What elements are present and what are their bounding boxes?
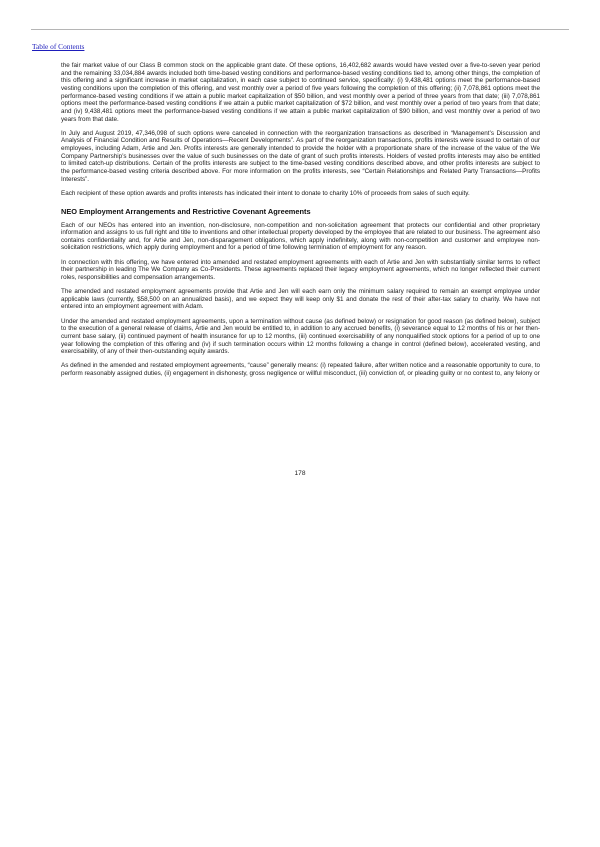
paragraph-severance-terms: Under the amended and restated employment agreements, upon a termination without cause (as defined below) or resignation for good reason (as defined below), subject to the execution of a general release of claims, Artie and Jen would be entitled to, in addition to any accrued benefits, (i) severance equal to 12 months of his or her then-current base salary, (ii) continued payment of health insurance for up to 12 months, (iii) continued exercisability of any nonqualified stock options for a period of up to one year following the completion of this offering and (iv) if such termination occurs within 12 months following a change in control (defined below), accelerated vesting, and exercisability, of any of their then-outstanding equity awards. [61, 317, 540, 356]
document-body [61, 62, 540, 384]
table-of-contents-link[interactable]: Table of Contents [32, 42, 85, 51]
section-heading: NEO Employment Arrangements and Restrictive Covenant Agreements [61, 206, 311, 216]
paragraph-charity-intent: Each recipient of these option awards and profits interests has indicated their intent to donate to charity 10% of proceeds from sales of such equity. [61, 189, 470, 197]
paragraph-amended-agreements: In connection with this offering, we have entered into amended and restated employment agreements with each of Artie and Jen with substantially similar terms to reflect their partnership in leading The We Company as Co-Presidents. These agreements replaced their legacy employment agreements, which no longer reflected their current roles, responsibilities and compensation arrangements. [61, 258, 540, 281]
paragraph-option-cancellation: In July and August 2019, 47,346,098 of such options were canceled in connection with the reorganization transactions as described in “Management’s Discussion and Analysis of Financial Condition and Results of Operations—Recent Developments”. As part of the reorganization transactions, profits interests were issued to certain of our employees, including Adam, Artie and Jen. Profits interests are generally intended to provide the holder with a proportionate share of the increase of the value of the We Company Partnership’s businesses over the value of such businesses on the date of grant of such profits interests. Holders of vested profits interests may also be entitled to limited catch-up distributions. Certain of the profits interests are subject to the time-based vesting conditions described above, and other profits interests are subject to the performance-based vesting criteria described above. For more information on the profits interests, see “Certain Relationships and Related Party Transactions—Profits Interests”. [61, 129, 540, 183]
paragraph-restrictive-covenants: Each of our NEOs has entered into an invention, non-disclosure, non-competition and non-solicitation agreement that protects our confidential and other proprietary information and assigns to us full right and title to inventions and other intellectual property developed by the employee that are related to our business. The agreement also contains confidentiality and, for Artie and Jen, non-disparagement obligations, which apply indefinitely, along with non-competition and customer and employee non-solicitation restrictions, which apply during employment and for a period of time following termination of employment for any reason. [61, 221, 540, 252]
header-divider [31, 29, 569, 30]
paragraph-option-grants: the fair market value of our Class B common stock on the applicable grant date. Of these options, 16,402,682 awards would have vested over a five-to-seven year period and the remaining 33,034,884 awards included both time-based vesting conditions and performance-based vesting conditions tied to, among other things, the completion of this offering and a significant increase in market capitalization, in each case subject to continued service, specifically: (i) 9,438,481 options meet the performance-based vesting conditions upon the completion of this offering, and vest monthly over a period of five years following the completion of this offering; (ii) 7,078,861 options meet the performance-based vesting conditions if we attain a public market capitalization of $50 billion, and vest monthly over a period of three years from that date; (iii) 7,078,861 options meet the performance-based vesting conditions if we attain a public market capitalization of $72 billion, and vest monthly over a period of two years from that date; and (iv) 9,438,481 options meet the performance-based vesting conditions if we attain a public market capitalization of $90 billion, and vest monthly over a period of two years from that date. [61, 62, 540, 123]
paragraph-salary-terms: The amended and restated employment agreements provide that Artie and Jen will each earn only the minimum salary required to remain an exempt employee under applicable laws (currently, $58,500 on an annualized basis), and we expect they will keep only $1 and donate the rest of their after-tax salary to charity. We have not entered into an employment agreement with Adam. [61, 288, 540, 311]
paragraph-cause-definition: As defined in the amended and restated employment agreements, “cause” generally means: (i) repeated failure, after written notice and a reasonable opportunity to cure, to perform reasonably assigned duties, (ii) engagement in dishonesty, gross negligence or willful misconduct, (iii) conviction of, or pleading guilty or no contest to, any felony or [61, 362, 540, 377]
page-number: 178 [294, 470, 306, 477]
